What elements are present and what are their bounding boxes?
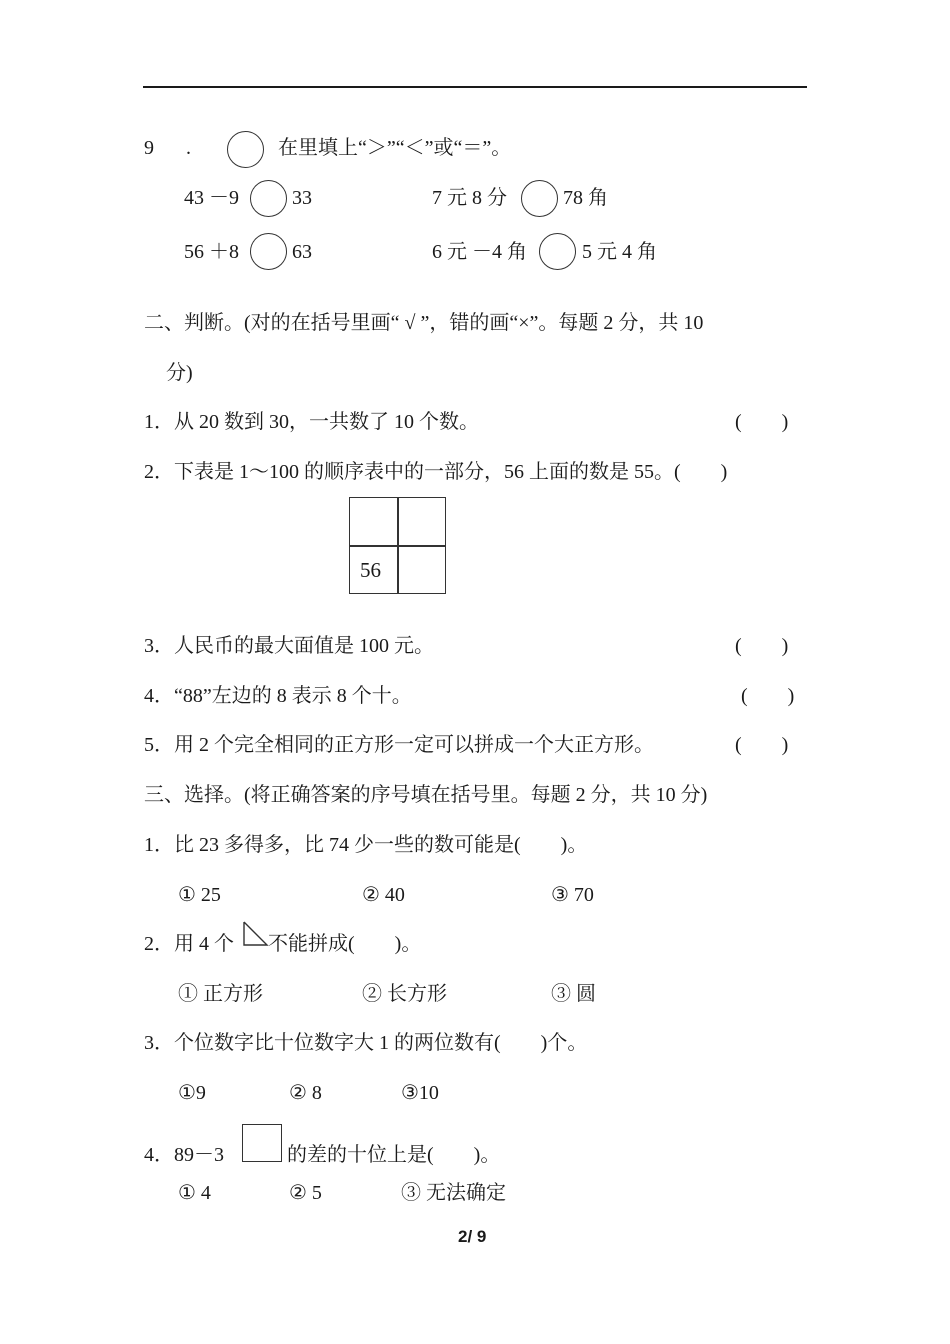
q9-dot: . (186, 137, 191, 159)
choice-q3-option-2[interactable]: ② 8 (289, 1082, 322, 1104)
q9-instruction: 在里填上“＞”“＜”或“＝”。 (278, 137, 512, 159)
choice-q4-option-1[interactable]: ① 4 (178, 1182, 211, 1204)
section3-heading: 三、选择。(将正确答案的序号填在括号里。每题 2 分，共 10 分) (144, 784, 708, 806)
q9-r2-right-expr: 6 元 －4 角 (432, 241, 527, 263)
q9-number: 9 (144, 137, 154, 159)
section2-heading: 二、判断。(对的在括号里画“ √ ”，错的画“×”。每题 2 分，共 10 (144, 312, 704, 334)
answer-paren[interactable]: ( ) (741, 685, 795, 707)
right-triangle-icon (241, 920, 269, 948)
digit-blank-box[interactable] (242, 1124, 282, 1162)
answer-circle[interactable] (250, 233, 287, 270)
choice-q4-stem-end: 的差的十位上是( )。 (287, 1144, 501, 1166)
answer-circle[interactable] (521, 180, 558, 217)
choice-q4-option-3[interactable]: ③ 无法确定 (401, 1182, 506, 1204)
answer-paren[interactable]: ( ) (735, 734, 789, 756)
answer-paren[interactable]: ( ) (735, 411, 789, 433)
choice-q2-option-1[interactable]: ① 正方形 (178, 983, 263, 1005)
q9-r1-left-expr: 43 －9 (184, 187, 239, 209)
choice-q4-option-2[interactable]: ② 5 (289, 1182, 322, 1204)
choice-q3-option-3[interactable]: ③10 (401, 1082, 439, 1104)
q9-r2-right-rhs: 5 元 4 角 (582, 241, 657, 263)
q9-r1-right-expr: 7 元 8 分 (432, 187, 507, 209)
choice-q1-option-2[interactable]: ② 40 (362, 884, 405, 906)
answer-circle[interactable] (250, 180, 287, 217)
answer-paren[interactable]: ( ) (735, 635, 789, 657)
judge-item-5: 5．用 2 个完全相同的正方形一定可以拼成一个大正方形。 (144, 734, 654, 756)
choice-q1-stem: 1．比 23 多得多，比 74 少一些的数可能是( )。 (144, 834, 588, 856)
judge-item-2: 2．下表是 1～100 的顺序表中的一部分，56 上面的数是 55。( ) (144, 461, 728, 483)
q9-r2-left-rhs: 63 (292, 241, 312, 263)
judge-item-4: 4．“88”左边的 8 表示 8 个十。 (144, 685, 412, 707)
header-rule (143, 86, 807, 88)
section2-heading-cont: 分) (166, 362, 193, 384)
q9-r1-right-rhs: 78 角 (563, 187, 608, 209)
choice-q1-option-1[interactable]: ① 25 (178, 884, 221, 906)
judge-item-1: 1．从 20 数到 30，一共数了 10 个数。 (144, 411, 479, 433)
choice-q4-stem-start: 4．89－3 (144, 1144, 224, 1166)
q9-r1-left-rhs: 33 (292, 187, 312, 209)
choice-q1-option-3[interactable]: ③ 70 (551, 884, 594, 906)
q9-r2-left-expr: 56 ＋8 (184, 241, 239, 263)
choice-q3-option-1[interactable]: ①9 (178, 1082, 206, 1104)
page-number: 2/ 9 (458, 1227, 487, 1246)
choice-q3-stem: 3．个位数字比十位数字大 1 的两位数有( )个。 (144, 1032, 588, 1054)
choice-q2-option-2[interactable]: ② 长方形 (362, 983, 447, 1005)
answer-circle[interactable] (539, 233, 576, 270)
number-table (349, 497, 446, 594)
blank-circle[interactable] (227, 131, 264, 168)
table-divider-horizontal (350, 545, 445, 547)
choice-q2-option-3[interactable]: ③ 圆 (551, 983, 596, 1005)
judge-item-3: 3．人民币的最大面值是 100 元。 (144, 635, 434, 657)
choice-q2-stem-end: 不能拼成( )。 (268, 933, 422, 955)
table-cell-value: 56 (360, 558, 381, 582)
choice-q2-stem-start: 2．用 4 个 (144, 933, 234, 955)
